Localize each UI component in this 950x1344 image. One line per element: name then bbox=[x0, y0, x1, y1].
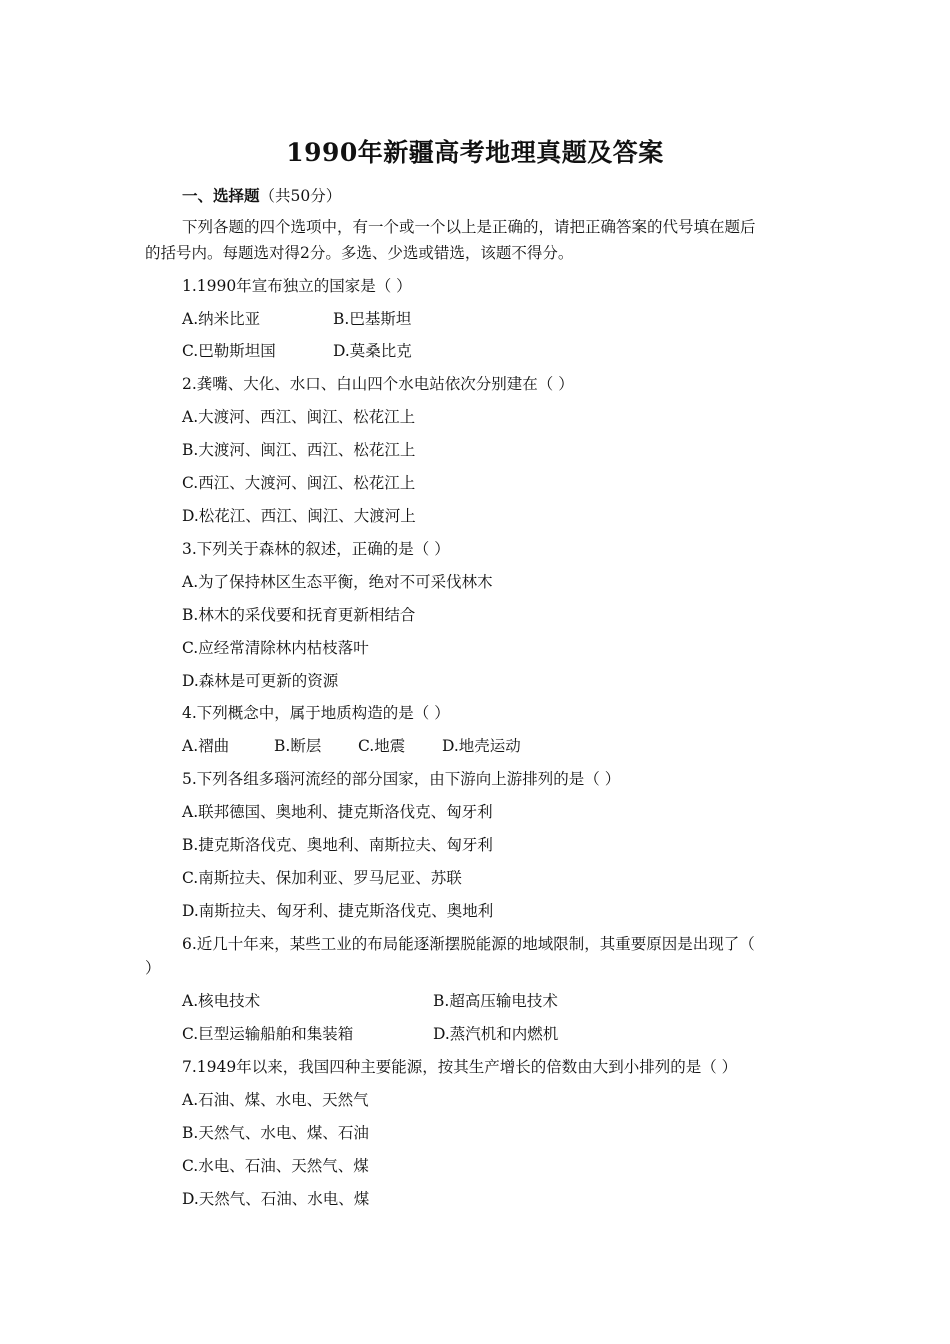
question-4-option-b: B.断层 bbox=[274, 737, 322, 755]
question-5-option-c: C.南斯拉夫、保加利亚、罗马尼亚、苏联 bbox=[182, 869, 462, 887]
question-6-stem: 6.近几十年来，某些工业的布局能逐渐摆脱能源的地域限制，其重要原因是出现了（ bbox=[182, 935, 755, 953]
instructions-line-1: 下列各题的四个选项中，有一个或一个以上是正确的，请把正确答案的代号填在题后 bbox=[182, 218, 756, 236]
question-6-option-d: D.蒸汽机和内燃机 bbox=[433, 1025, 559, 1043]
question-2-option-c: C.西江、大渡河、闽江、松花江上 bbox=[182, 474, 416, 492]
instructions-line-2: 的括号内。每题选对得2分。多选、少选或错选，该题不得分。 bbox=[145, 244, 574, 262]
section-heading: 一、选择题（共50分） bbox=[182, 186, 342, 205]
question-7-stem: 7.1949年以来，我国四种主要能源，按其生产增长的倍数由大到小排列的是（ ） bbox=[182, 1058, 738, 1076]
question-1-option-a: A.纳米比亚 bbox=[182, 310, 261, 328]
question-4-stem: 4.下列概念中，属于地质构造的是（ ） bbox=[182, 704, 450, 722]
question-2-option-a: A.大渡河、西江、闽江、松花江上 bbox=[182, 408, 416, 426]
document-title: 1990年新疆高考地理真题及答案 bbox=[286, 138, 664, 167]
question-7-option-d: D.天然气、石油、水电、煤 bbox=[182, 1190, 370, 1208]
question-1-option-b: B.巴基斯坦 bbox=[333, 310, 412, 328]
question-3-stem: 3.下列关于森林的叙述，正确的是（ ） bbox=[182, 540, 450, 558]
question-5-stem: 5.下列各组多瑙河流经的部分国家，由下游向上游排列的是（ ） bbox=[182, 770, 621, 788]
question-3-option-b: B.林木的采伐要和抚育更新相结合 bbox=[182, 606, 416, 624]
question-6-option-b: B.超高压输电技术 bbox=[433, 992, 558, 1010]
question-7-option-b: B.天然气、水电、煤、石油 bbox=[182, 1124, 369, 1142]
question-2-option-b: B.大渡河、闽江、西江、松花江上 bbox=[182, 441, 416, 459]
question-3-option-c: C.应经常清除林内枯枝落叶 bbox=[182, 639, 369, 657]
question-7-option-a: A.石油、煤、水电、天然气 bbox=[182, 1091, 369, 1109]
question-4-option-d: D.地壳运动 bbox=[442, 737, 521, 755]
question-1-option-d: D.莫桑比克 bbox=[333, 342, 412, 360]
question-3-option-d: D.森林是可更新的资源 bbox=[182, 672, 339, 690]
question-1-option-c: C.巴勒斯坦国 bbox=[182, 342, 276, 360]
question-3-option-a: A.为了保持林区生态平衡，绝对不可采伐林木 bbox=[182, 573, 493, 591]
question-4-option-c: C.地震 bbox=[358, 737, 406, 755]
question-1-stem: 1.1990年宣布独立的国家是（ ） bbox=[182, 277, 412, 295]
question-2-option-d: D.松花江、西江、闽江、大渡河上 bbox=[182, 507, 416, 525]
question-6-option-a: A.核电技术 bbox=[182, 992, 261, 1010]
question-4-option-a: A.褶曲 bbox=[182, 737, 230, 755]
question-7-option-c: C.水电、石油、天然气、煤 bbox=[182, 1157, 369, 1175]
question-5-option-a: A.联邦德国、奥地利、捷克斯洛伐克、匈牙利 bbox=[182, 803, 493, 821]
question-2-stem: 2.龚嘴、大化、水口、白山四个水电站依次分别建在（ ） bbox=[182, 375, 574, 393]
section-points: （共50分） bbox=[259, 187, 342, 205]
question-5-option-b: B.捷克斯洛伐克、奥地利、南斯拉夫、匈牙利 bbox=[182, 836, 493, 854]
question-5-option-d: D.南斯拉夫、匈牙利、捷克斯洛伐克、奥地利 bbox=[182, 902, 494, 920]
question-6-option-c: C.巨型运输船舶和集装箱 bbox=[182, 1025, 354, 1043]
question-6-stem-continued: ） bbox=[145, 959, 161, 977]
